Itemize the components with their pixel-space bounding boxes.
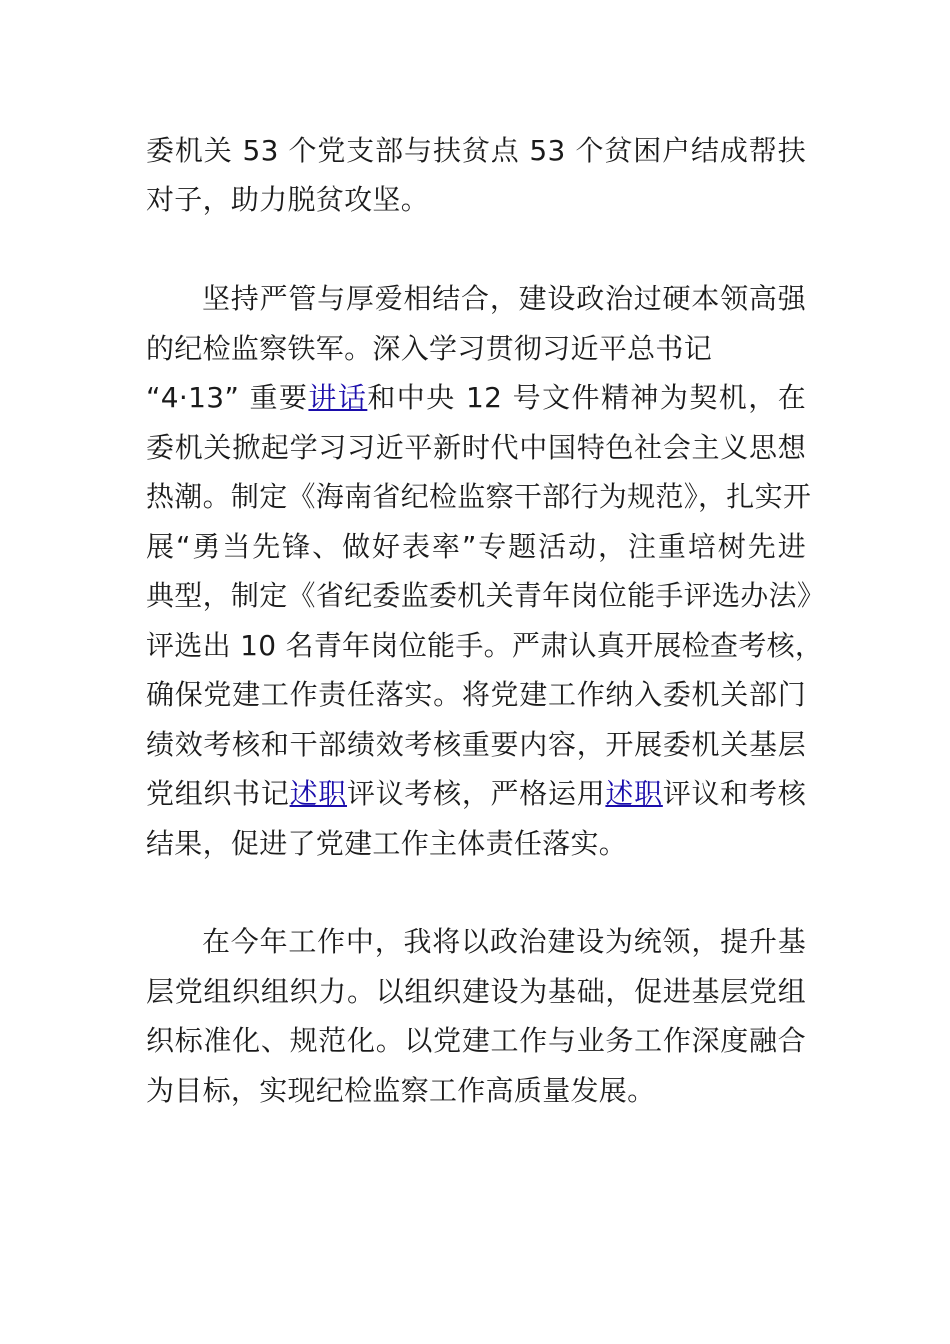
paragraph-2-line-7: 典型，制定《省纪委监委机关青年岗位能手评选办法》 bbox=[146, 579, 826, 612]
link-speech[interactable]: 讲话 bbox=[308, 381, 368, 414]
paragraph-2-line-11: 党组织书记述职评议考核，严格运用述职评议和考核 bbox=[146, 777, 806, 810]
paragraph-3-line-1: 在今年工作中，我将以政治建设为统领，提升基 bbox=[202, 925, 806, 958]
paragraph-2-line-5: 热潮。制定《海南省纪检监察干部行为规范》，扎实开 bbox=[146, 480, 812, 513]
paragraph-2-line-8: 评选出 10 名青年岗位能手。严肃认真开展检查考核， bbox=[146, 629, 824, 662]
paragraph-3-line-3: 织标准化、规范化。以党建工作与业务工作深度融合 bbox=[146, 1024, 806, 1057]
paragraph-3-line-4: 为目标，实现纪检监察工作高质量发展。 bbox=[146, 1074, 656, 1107]
paragraph-2-line-6: 展“勇当先锋、做好表率”专题活动，注重培树先进 bbox=[146, 530, 806, 563]
paragraph-2-line-4: 委机关掀起学习习近平新时代中国特色社会主义思想 bbox=[146, 431, 806, 464]
paragraph-2-line-10: 绩效考核和干部绩效考核重要内容，开展委机关基层 bbox=[146, 728, 806, 761]
paragraph-2-line-3: “4·13” 重要讲话和中央 12 号文件精神为契机，在 bbox=[146, 381, 806, 414]
paragraph-2-line-9: 确保党建工作责任落实。将党建工作纳入委机关部门 bbox=[146, 678, 806, 711]
paragraph-1-line-1: 委机关 53 个党支部与扶贫点 53 个贫困户结成帮扶 bbox=[146, 134, 806, 167]
paragraph-1-line-2: 对子，助力脱贫攻坚。 bbox=[146, 183, 430, 216]
paragraph-2-line-12: 结果，促进了党建工作主体责任落实。 bbox=[146, 827, 628, 860]
paragraph-3-line-2: 层党组织组织力。以组织建设为基础，促进基层党组 bbox=[146, 975, 806, 1008]
paragraph-2-line-2: 的纪检监察铁军。深入学习贯彻习近平总书记 bbox=[146, 332, 713, 365]
link-report-2[interactable]: 述职 bbox=[605, 777, 663, 810]
link-report-1[interactable]: 述职 bbox=[289, 777, 347, 810]
paragraph-2-line-1: 坚持严管与厚爱相结合，建设政治过硬本领高强 bbox=[202, 282, 806, 315]
